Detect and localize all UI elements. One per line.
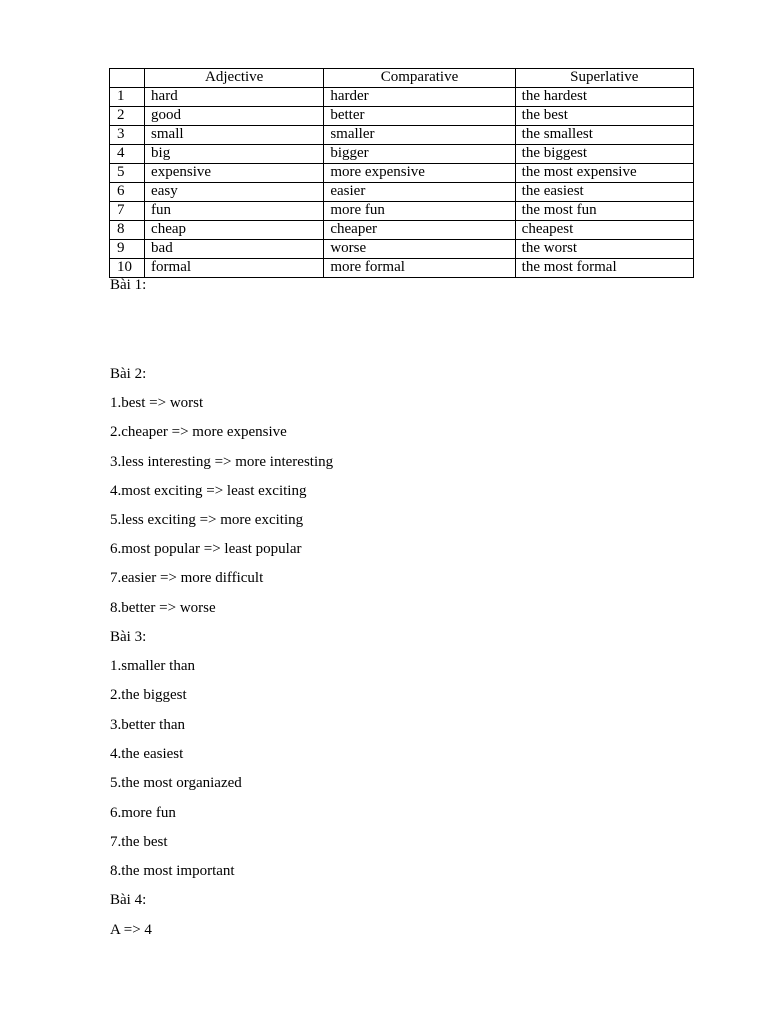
bai1-heading: Bài 1: bbox=[110, 277, 147, 293]
row-number: 9 bbox=[110, 240, 145, 259]
superlative-cell: the smallest bbox=[515, 126, 693, 145]
superlative-cell: the most formal bbox=[515, 259, 693, 278]
row-number: 7 bbox=[110, 202, 145, 221]
adjective-cell: good bbox=[145, 107, 324, 126]
adjective-cell: hard bbox=[145, 88, 324, 107]
bai3-item: 5.the most organiazed bbox=[110, 775, 242, 791]
row-number: 8 bbox=[110, 221, 145, 240]
bai3-item: 2.the biggest bbox=[110, 687, 187, 703]
superlative-cell: the hardest bbox=[515, 88, 693, 107]
adjective-cell: easy bbox=[145, 183, 324, 202]
table-row bbox=[110, 240, 694, 259]
superlative-cell: the most expensive bbox=[515, 164, 693, 183]
header-adjective: Adjective bbox=[145, 69, 324, 88]
bai2-heading: Bài 2: bbox=[110, 366, 147, 382]
row-number: 1 bbox=[110, 88, 145, 107]
adjective-cell: fun bbox=[145, 202, 324, 221]
row-number: 4 bbox=[110, 145, 145, 164]
bai2-item: 4.most exciting => least exciting bbox=[110, 483, 307, 499]
superlative-cell: cheapest bbox=[515, 221, 693, 240]
row-number: 6 bbox=[110, 183, 145, 202]
bai2-item: 3.less interesting => more interesting bbox=[110, 454, 334, 470]
header-comparative: Comparative bbox=[324, 69, 515, 88]
bai2-item: 5.less exciting => more exciting bbox=[110, 512, 304, 528]
superlative-cell: the biggest bbox=[515, 145, 693, 164]
adjective-cell: big bbox=[145, 145, 324, 164]
bai3-item: 1.smaller than bbox=[110, 658, 195, 674]
table-row bbox=[110, 202, 694, 221]
comparative-cell: better bbox=[324, 107, 515, 126]
table-row bbox=[110, 88, 694, 107]
superlative-cell: the best bbox=[515, 107, 693, 126]
adjective-cell: bad bbox=[145, 240, 324, 259]
bai4-item: A => 4 bbox=[110, 922, 152, 938]
row-number: 10 bbox=[110, 259, 145, 278]
adjective-cell: small bbox=[145, 126, 324, 145]
bai3-item: 4.the easiest bbox=[110, 746, 184, 762]
row-number: 2 bbox=[110, 107, 145, 126]
row-number: 5 bbox=[110, 164, 145, 183]
comparative-cell: smaller bbox=[324, 126, 515, 145]
header-number bbox=[110, 69, 145, 88]
bai2-item: 7.easier => more difficult bbox=[110, 570, 264, 586]
bai2-item: 2.cheaper => more expensive bbox=[110, 424, 287, 440]
row-number: 3 bbox=[110, 126, 145, 145]
table-row bbox=[110, 183, 694, 202]
table-row bbox=[110, 145, 694, 164]
bai3-item: 7.the best bbox=[110, 834, 168, 850]
table-row bbox=[110, 259, 694, 278]
bai3-item: 8.the most important bbox=[110, 863, 235, 879]
comparative-cell: more formal bbox=[324, 259, 515, 278]
adjective-cell: cheap bbox=[145, 221, 324, 240]
adjective-cell: formal bbox=[145, 259, 324, 278]
superlative-cell: the worst bbox=[515, 240, 693, 259]
bai3-item: 3.better than bbox=[110, 717, 185, 733]
adjective-table bbox=[109, 68, 694, 278]
comparative-cell: more expensive bbox=[324, 164, 515, 183]
superlative-cell: the easiest bbox=[515, 183, 693, 202]
table-row bbox=[110, 107, 694, 126]
table-header-row bbox=[110, 69, 694, 88]
table-row bbox=[110, 221, 694, 240]
bai3-heading: Bài 3: bbox=[110, 629, 147, 645]
table-row bbox=[110, 126, 694, 145]
table-row bbox=[110, 164, 694, 183]
bai3-item: 6.more fun bbox=[110, 805, 176, 821]
bai2-item: 1.best => worst bbox=[110, 395, 204, 411]
comparative-cell: cheaper bbox=[324, 221, 515, 240]
comparative-cell: bigger bbox=[324, 145, 515, 164]
bai2-item: 6.most popular => least popular bbox=[110, 541, 302, 557]
comparative-cell: harder bbox=[324, 88, 515, 107]
adjective-cell: expensive bbox=[145, 164, 324, 183]
comparative-cell: worse bbox=[324, 240, 515, 259]
superlative-cell: the most fun bbox=[515, 202, 693, 221]
bai2-item: 8.better => worse bbox=[110, 600, 216, 616]
comparative-cell: more fun bbox=[324, 202, 515, 221]
comparative-cell: easier bbox=[324, 183, 515, 202]
header-superlative: Superlative bbox=[515, 69, 693, 88]
bai4-heading: Bài 4: bbox=[110, 892, 147, 908]
